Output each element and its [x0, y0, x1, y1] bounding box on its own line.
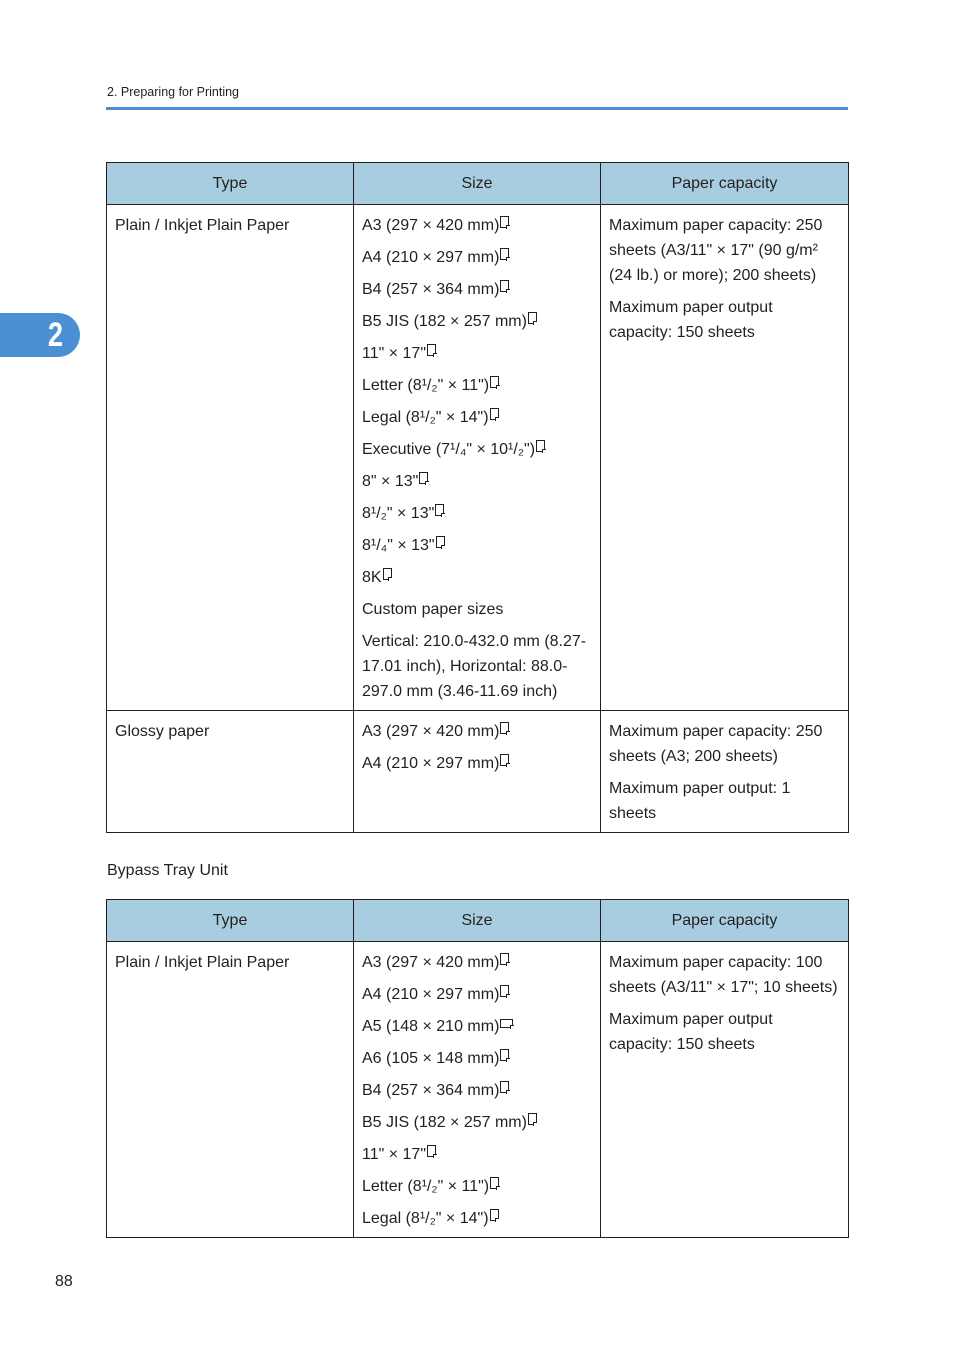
paper-size-item [362, 309, 592, 334]
paper-size-item [362, 1014, 592, 1039]
table-body [107, 942, 849, 1238]
chapter-tab [0, 313, 80, 357]
paper-size-label: 8¹/₄" × 13" [362, 537, 435, 554]
page-number: 88 [55, 1273, 73, 1290]
paper-size-item [362, 1110, 592, 1135]
capacity-text: Maximum paper capacity: 250 sheets (A3/11" × 17" (90 g/m² (24 lb.) or more); 200 sheets) [609, 217, 823, 284]
paper-type: Plain / Inkjet Plain Paper [115, 217, 290, 234]
portrait-paper-icon [500, 1049, 509, 1061]
paper-size-label: A6 (105 × 148 mm) [362, 1050, 500, 1067]
paper-size-item [362, 629, 592, 704]
paper-size-item [362, 213, 592, 238]
paper-size-item [362, 341, 592, 366]
portrait-paper-icon [500, 216, 509, 228]
size-cell [354, 711, 601, 833]
paper-size-item [362, 373, 592, 398]
paper-size-item [362, 597, 592, 622]
portrait-paper-icon [500, 248, 509, 260]
portrait-paper-icon [383, 568, 392, 580]
paper-size-item [362, 533, 592, 558]
capacity-text: Maximum paper capacity: 100 sheets (A3/11" × 17"; 10 sheets) [609, 954, 838, 996]
portrait-paper-icon [500, 953, 509, 965]
paper-size-label: A3 (297 × 420 mm) [362, 954, 500, 971]
paper-size-item [362, 982, 592, 1007]
paper-size-label: A3 (297 × 420 mm) [362, 723, 500, 740]
paper-size-label: 8K [362, 569, 382, 586]
type-cell [107, 942, 354, 1238]
column-header-capacity: Paper capacity [601, 163, 849, 205]
capacity-cell [601, 711, 849, 833]
column-header-size: Size [354, 900, 601, 942]
paper-size-item [362, 1174, 592, 1199]
column-header-type: Type [107, 900, 354, 942]
paper-size-item [362, 501, 592, 526]
portrait-paper-icon [419, 472, 428, 484]
paper-size-label: B4 (257 × 364 mm) [362, 1082, 500, 1099]
portrait-paper-icon [500, 722, 509, 734]
paper-size-item [362, 1206, 592, 1231]
paper-size-label: A4 (210 × 297 mm) [362, 986, 500, 1003]
paper-size-label: Custom paper sizes [362, 601, 504, 618]
portrait-paper-icon [427, 344, 436, 356]
portrait-paper-icon [500, 1081, 509, 1093]
paper-size-label: Executive (7¹/₄" × 10¹/₂") [362, 441, 536, 458]
paper-size-label: A4 (210 × 297 mm) [362, 249, 500, 266]
section-label-bypass-tray: Bypass Tray Unit [107, 862, 228, 879]
paper-size-label: Vertical: 210.0-432.0 mm (8.27-17.01 inch), Horizontal: 88.0-297.0 mm (3.46-11.69 inch) [362, 633, 587, 700]
table-header-row [107, 163, 849, 205]
capacity-text: Maximum paper output capacity: 150 sheets [609, 299, 773, 341]
portrait-paper-icon [435, 504, 444, 516]
paper-size-item [362, 1142, 592, 1167]
type-cell [107, 711, 354, 833]
column-header-type: Type [107, 163, 354, 205]
landscape-paper-icon [500, 1019, 513, 1028]
table-body [107, 205, 849, 833]
chapter-number: 2 [47, 315, 63, 354]
paper-size-label: 8¹/₂" × 13" [362, 505, 435, 522]
paper-size-label: 11" × 17" [362, 1146, 426, 1163]
paper-size-item [362, 405, 592, 430]
header-divider [106, 107, 848, 110]
paper-size-label: 11" × 17" [362, 345, 426, 362]
column-header-capacity: Paper capacity [601, 900, 849, 942]
portrait-paper-icon [500, 754, 509, 766]
portrait-paper-icon [528, 312, 537, 324]
paper-type: Plain / Inkjet Plain Paper [115, 954, 290, 971]
portrait-paper-icon [536, 440, 545, 452]
paper-size-label: B4 (257 × 364 mm) [362, 281, 500, 298]
table-row [107, 942, 849, 1238]
paper-size-label: 8" × 13" [362, 473, 419, 490]
paper-size-label: A3 (297 × 420 mm) [362, 217, 500, 234]
portrait-paper-icon [490, 376, 499, 388]
running-header: 2. Preparing for Printing [107, 85, 240, 99]
paper-size-item [362, 565, 592, 590]
paper-size-item [362, 1046, 592, 1071]
paper-size-label: Legal (8¹/₂" × 14") [362, 1210, 489, 1227]
tray-paper-table [106, 162, 849, 833]
capacity-cell [601, 205, 849, 711]
paper-size-item [362, 950, 592, 975]
column-header-size: Size [354, 163, 601, 205]
paper-size-label: A4 (210 × 297 mm) [362, 755, 500, 772]
paper-size-label: B5 JIS (182 × 257 mm) [362, 1114, 527, 1131]
size-cell [354, 942, 601, 1238]
capacity-text: Maximum paper output: 1 sheets [609, 780, 791, 822]
paper-size-label: B5 JIS (182 × 257 mm) [362, 313, 527, 330]
paper-size-label: Legal (8¹/₂" × 14") [362, 409, 489, 426]
portrait-paper-icon [490, 1209, 499, 1221]
capacity-text: Maximum paper output capacity: 150 sheets [609, 1011, 773, 1053]
paper-size-label: Letter (8¹/₂" × 11") [362, 1178, 490, 1195]
paper-size-label: Letter (8¹/₂" × 11") [362, 377, 490, 394]
paper-size-item [362, 245, 592, 270]
portrait-paper-icon [436, 536, 445, 548]
size-cell [354, 205, 601, 711]
bypass-tray-paper-table [106, 899, 849, 1238]
portrait-paper-icon [500, 985, 509, 997]
capacity-cell [601, 942, 849, 1238]
portrait-paper-icon [490, 1177, 499, 1189]
table-row [107, 711, 849, 833]
paper-size-item [362, 277, 592, 302]
type-cell [107, 205, 354, 711]
portrait-paper-icon [490, 408, 499, 420]
paper-size-item [362, 1078, 592, 1103]
paper-size-item [362, 469, 592, 494]
portrait-paper-icon [500, 280, 509, 292]
table-header-row [107, 900, 849, 942]
table-row [107, 205, 849, 711]
portrait-paper-icon [528, 1113, 537, 1125]
paper-size-label: A5 (148 × 210 mm) [362, 1018, 500, 1035]
capacity-text: Maximum paper capacity: 250 sheets (A3; 200 sheets) [609, 723, 823, 765]
paper-size-item [362, 437, 592, 462]
paper-size-item [362, 719, 592, 744]
portrait-paper-icon [427, 1145, 436, 1157]
paper-size-item [362, 751, 592, 776]
paper-type: Glossy paper [115, 723, 210, 740]
